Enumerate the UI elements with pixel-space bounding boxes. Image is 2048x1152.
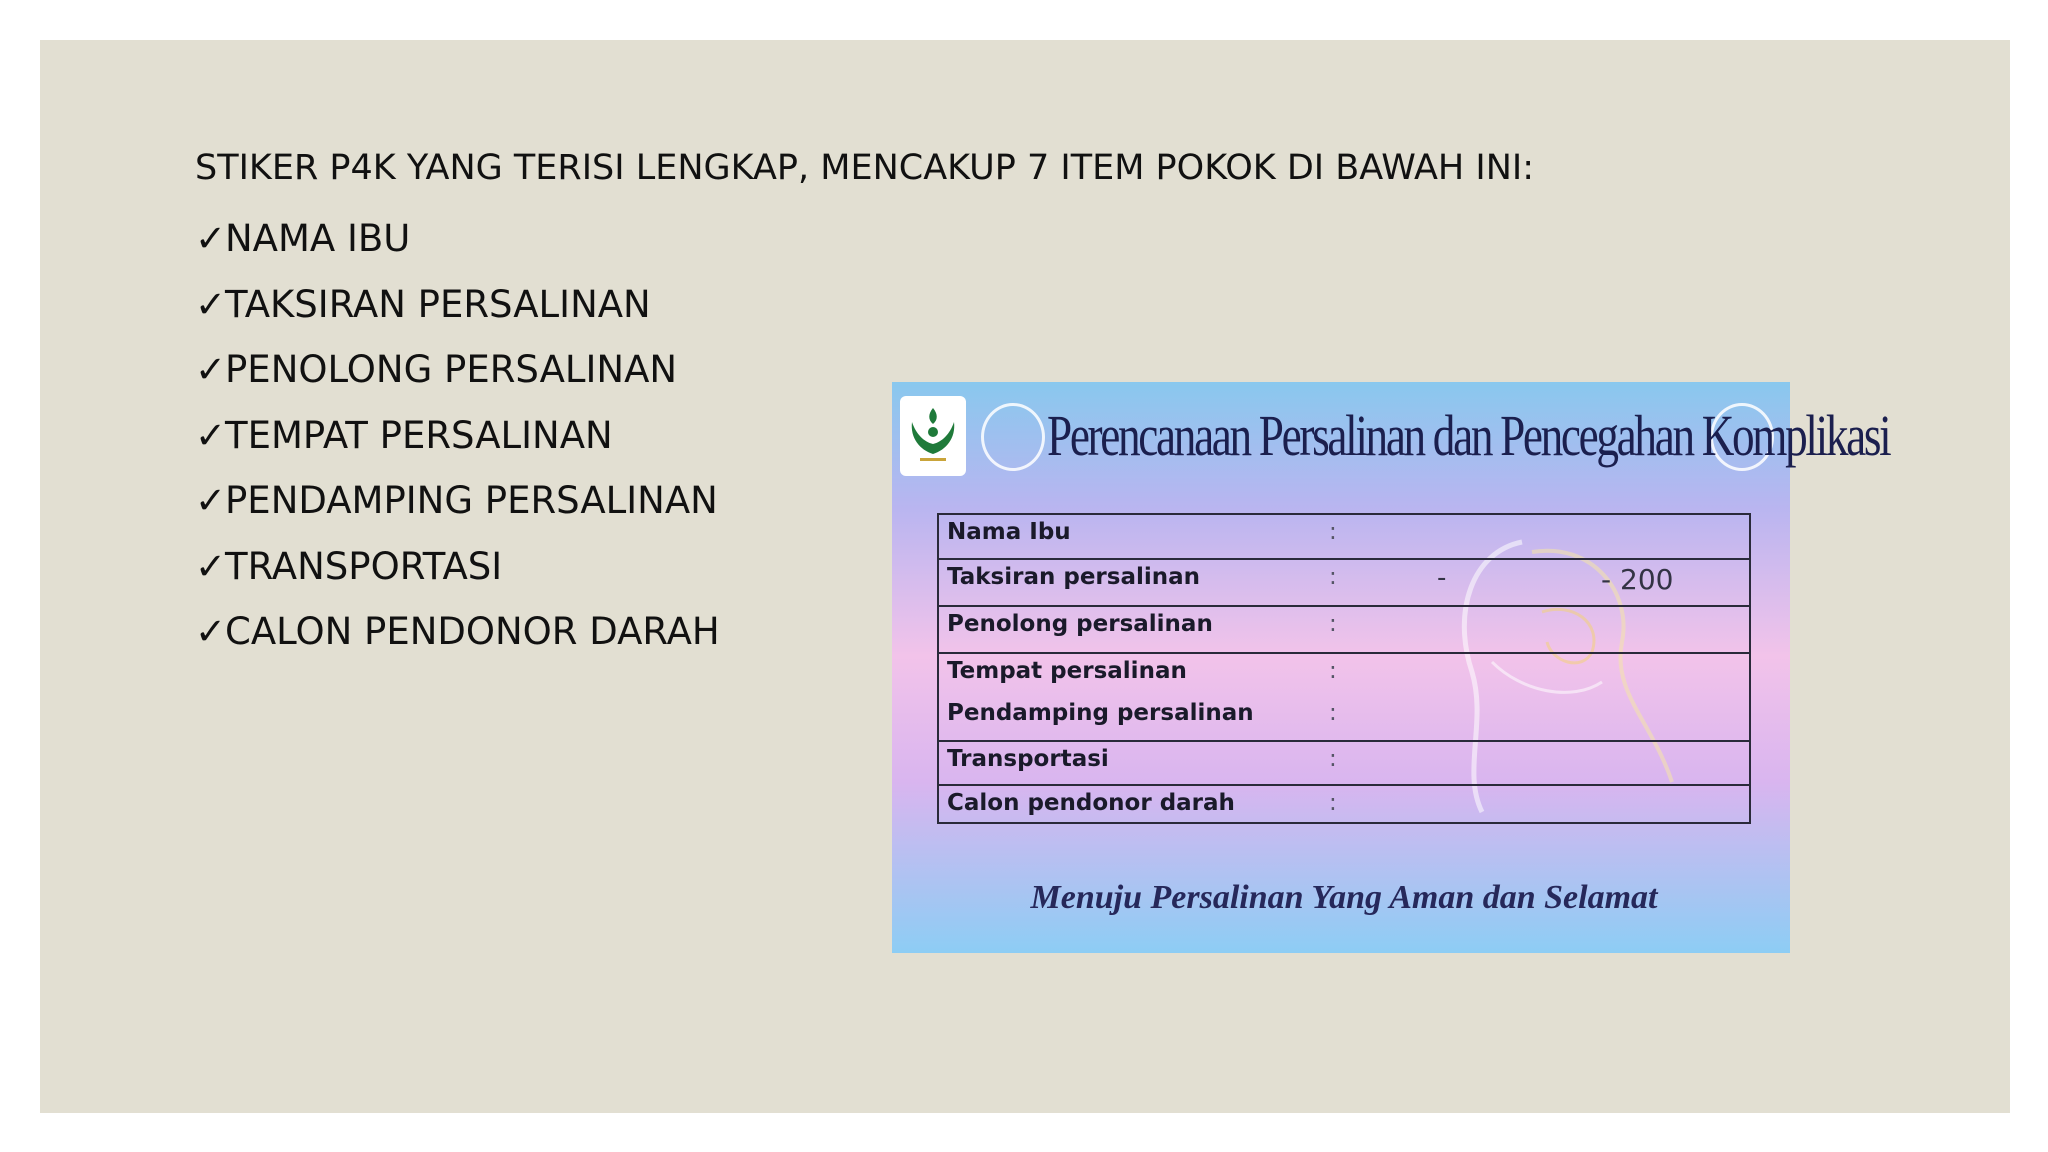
- health-ministry-logo-icon: [900, 396, 966, 476]
- form-row-label: Taksiran persalinan: [947, 564, 1201, 590]
- form-row-year: - 200: [1601, 563, 1674, 596]
- checklist-item: [195, 279, 720, 345]
- checklist-item-label: NAMA IBU: [225, 217, 411, 260]
- checklist-item: [195, 606, 720, 672]
- form-row-colon: :: [1329, 658, 1337, 684]
- form-row: [939, 560, 1749, 607]
- form-row-colon: :: [1329, 700, 1337, 726]
- form-row: [939, 515, 1749, 560]
- form-row-colon: :: [1329, 564, 1337, 590]
- slide: [40, 40, 2010, 1113]
- checkmark-icon: ✓: [195, 282, 227, 326]
- form-row-label: Pendamping persalinan: [947, 700, 1254, 726]
- form-row: [939, 696, 1749, 742]
- checkmark-icon: ✓: [195, 479, 227, 522]
- form-row: [939, 654, 1749, 700]
- decorative-circle: [981, 403, 1045, 471]
- sticker-footer-slogan: Menuju Persalinan Yang Aman dan Selamat: [1030, 879, 1658, 916]
- form-row: [939, 742, 1749, 786]
- form-row-label: Penolong persalinan: [947, 611, 1213, 637]
- checkmark-icon: ✓: [195, 348, 227, 391]
- checkmark-icon: ✓: [195, 544, 227, 588]
- checklist-item-label: TEMPAT PERSALINAN: [225, 413, 613, 457]
- form-row: [939, 786, 1749, 824]
- form-row-colon: :: [1329, 746, 1337, 772]
- checklist-item: [195, 344, 720, 410]
- checklist-item-label: CALON PENDONOR DARAH: [225, 610, 720, 653]
- checkmark-icon: ✓: [195, 610, 227, 653]
- checklist-item: [195, 213, 720, 279]
- form-row: [939, 607, 1749, 654]
- form-row-label: Calon pendonor darah: [947, 790, 1235, 816]
- sticker-form-table: [937, 513, 1751, 824]
- sticker-title: Perencanaan Persalinan dan Pencegahan Komplikasi: [1047, 403, 1890, 468]
- checkmark-icon: ✓: [195, 413, 227, 457]
- checklist-item-label: PENDAMPING PERSALINAN: [225, 479, 718, 522]
- checklist-item-label: PENOLONG PERSALINAN: [225, 348, 678, 391]
- checklist-item: [195, 410, 720, 476]
- form-row-label: Nama Ibu: [947, 519, 1071, 545]
- form-row-label: Transportasi: [947, 746, 1109, 772]
- checkmark-icon: ✓: [195, 217, 227, 260]
- slide-heading: STIKER P4K YANG TERISI LENGKAP, MENCAKUP 7 ITEM POKOK DI BAWAH INI:: [195, 148, 1534, 188]
- checklist-item-label: TAKSIRAN PERSALINAN: [225, 282, 651, 326]
- p4k-sticker-image: [892, 382, 1890, 953]
- checklist-item: [195, 475, 720, 541]
- form-row-date-separator: -: [1437, 563, 1447, 593]
- form-row-colon: :: [1329, 519, 1337, 545]
- checklist-item: [195, 541, 720, 607]
- form-row-colon: :: [1329, 611, 1337, 637]
- form-row-colon: :: [1329, 790, 1337, 816]
- form-row-label: Tempat persalinan: [947, 658, 1187, 684]
- checklist-item-label: TRANSPORTASI: [225, 544, 503, 588]
- checklist: [195, 213, 720, 672]
